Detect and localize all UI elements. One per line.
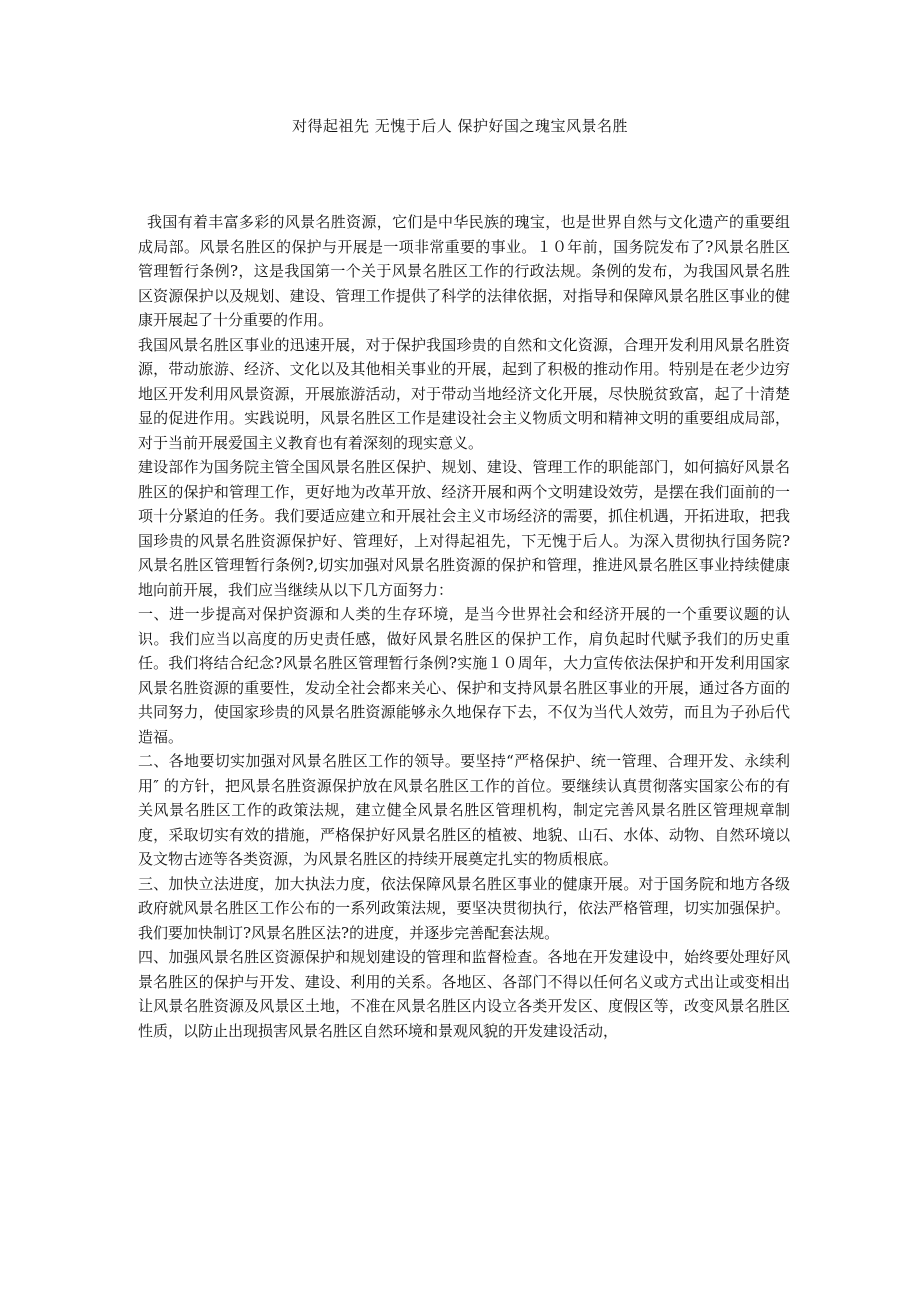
paragraph-point-two: 二、各地要切实加强对风景名胜区工作的领导。要坚持“严格保护、统一管理、合理开发、永续利用″ 的方针，把风景名胜资源保护放在风景名胜区工作的首位。要继续认真贯彻落实国家公布的有关风景名胜区工作的政策法规，建立健全风景名胜区管理机构，制定完善风景名胜区管理规章制度，采取切实有效的措施，严格保护好风景名胜区的植被、地貌、山石、水体、动物、自然环境以及文物古迹等各类资源，为风景名胜区的持续开展奠定扎实的物质根底。 xyxy=(138,752,790,868)
paragraph-point-four: 四、加强风景名胜区资源保护和规划建设的管理和监督检查。各地在开发建设中，始终要处理好风景名胜区的保护与开发、建设、利用的关系。各地区、各部门不得以任何名义或方式出让或变相出让风景名胜资源及风景区土地，不准在风景名胜区内设立各类开发区、度假区等，改变风景名胜区性质，以防止出现损害风景名胜区自然环境和景观风貌的开发建设活动， xyxy=(138,948,790,1040)
document-title: 对得起祖先 无愧于后人 保护好国之瑰宝风景名胜 xyxy=(291,117,629,135)
paragraph-ministry-role: 建设部作为国务院主管全国风景名胜区保护、规划、建设、管理工作的职能部门，如何搞好风景名胜区的保护和管理工作，更好地为改革开放、经济开展和两个文明建设效劳，是摆在我们面前的一项十分紧迫的任务。我们要适应建立和开展社会主义市场经济的需要，抓住机遇，开拓进取，把我国珍贵的风景名胜资源保护好、管理好，上对得起祖先，下无愧于后人。为深入贯彻执行国务院?风景名胜区管理暂行条例?,切实加强对风景名胜资源的保护和管理，推进风景名胜区事业持续健康地向前开展，我们应当继续从以下几方面努力： xyxy=(138,458,790,599)
paragraph-intro: 我国有着丰富多彩的风景名胜资源，它们是中华民族的瑰宝，也是世界自然与文化遗产的重要组成局部。风景名胜区的保护与开展是一项非常重要的事业。１０年前，国务院发布了?风景名胜区管理暂行条例?，这是我国第一个关于风景名胜区工作的行政法规。条例的发布，为我国风景名胜区资源保护以及规划、建设、管理工作提供了科学的法律依据，对指导和保障风景名胜区事业的健康开展起了十分重要的作用。 xyxy=(138,213,790,329)
paragraph-development: 我国风景名胜区事业的迅速开展，对于保护我国珍贵的自然和文化资源，合理开发利用风景名胜资源，带动旅游、经济、文化以及其他相关事业的开展，起到了积极的推动作用。特别是在老少边穷地区开发利用风景资源，开展旅游活动，对于带动当地经济文化开展，尽快脱贫致富，起了十清楚显的促进作用。实践说明，风景名胜区工作是建设社会主义物质文明和精神文明的重要组成局部，对于当前开展爱国主义教育也有着深刻的现实意义。 xyxy=(138,335,790,452)
paragraph-point-one: 一、进一步提高对保护资源和人类的生存环境，是当今世界社会和经济开展的一个重要议题的认识。我们应当以高度的历史责任感，做好风景名胜区的保护工作，肩负起时代赋予我们的历史重任。我们将结合纪念?风景名胜区管理暂行条例?实施１０周年，大力宣传依法保护和开发利用国家风景名胜资源的重要性，发动全社会都来关心、保护和支持风景名胜区事业的开展，通过各方面的共同努力，使国家珍贵的风景名胜资源能够永久地保存下去，不仅为当代人效劳，而且为子孙后代造福。 xyxy=(138,605,790,746)
paragraph-point-three: 三、加快立法进度，加大执法力度，依法保障风景名胜区事业的健康开展。对于国务院和地方各级政府就风景名胜区工作公布的一系列政策法规，要坚决贯彻执行，依法严格管理，切实加强保护。我们要加快制订?风景名胜区法?的进度，并逐步完善配套法规。 xyxy=(138,874,790,942)
document-body xyxy=(138,210,790,1043)
